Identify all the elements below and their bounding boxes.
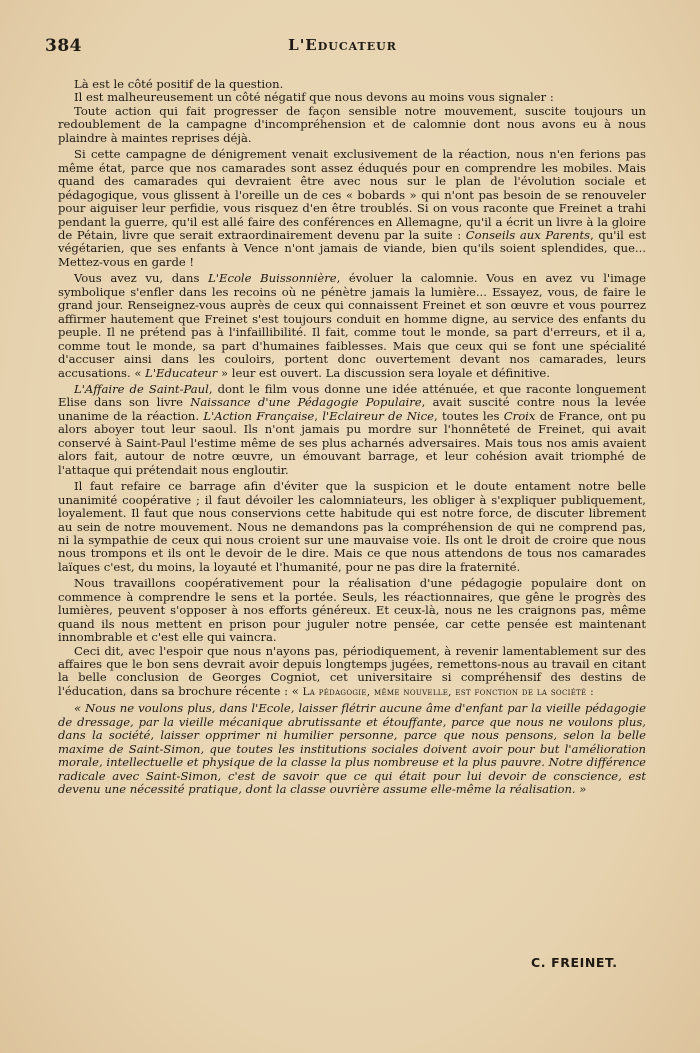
- article-body: [58, 78, 646, 797]
- paragraph-7: Il faut refaire ce barrage afin d'éviter que la suspicion et le doute entament notre belle unanimité coopérative ; il faut dévoiler les calomniateurs, les obliger à s'expliquer publiquement, loyalement. Il faut que nous conservions cette habitude qui est notre force, de discuter librement au sein de notre mouvement. Nous ne demandons pas la compréhension de qui ne comprend pas, ni la sympathie de ceux qui nous croient sur une mauvaise voie. Ils ont le droit de croire que nous nous trompons et ils ont le devoir de le dire. Mais ce que nous attendons de tous nos camarades laïques c'est, du moins, la loyauté et l'humanité, pour ne pas dire la fraternité.: [58, 479, 646, 574]
- paragraph-4-text: Si cette campagne de dénigrement venait exclusivement de la réaction, nous n'en ferions pas même état, parce que nos camarades sont assez éduqués pour en comprendre les mobiles. Mais quand des camarades qui devraient être avec nous sur le plan de l'évolution sociale et pédagogique, vous glissent à l'oreille un de ces « bobards » qui n'ont pas besoin de se renouveler pour aiguiser leur perfidie, vous risquez d'en être troublés. Si on vous raconte que Freinet a trahi pendant la guerre, qu'il est allé faire des conférences en Allemagne, qu'il a écrit un livre à la gloire de Pétain, livre que serait extraordinairement devenu par la suite :: [58, 147, 646, 242]
- paragraph-6: [58, 383, 646, 477]
- paragraph-5-text-end: » leur est ouvert. La discussion sera loyale et définitive.: [217, 365, 550, 380]
- quote-heading: La pédagogie, même nouvelle, est fonction de la société :: [302, 685, 594, 698]
- newspaper-croix: Croix: [503, 408, 536, 423]
- book-title-naissance: Naissance d'une Pédagogie Populaire: [190, 395, 422, 410]
- paragraph-9: [58, 645, 646, 700]
- affair-title: L'Affaire de Saint-Paul: [74, 381, 209, 396]
- paragraph-6-text-2: , avait suscité contre nous la levée unanime de la réaction.: [58, 395, 647, 423]
- paragraph-2: Il est malheureusement un côté négatif que nous devons au moins vous signaler :: [74, 90, 554, 105]
- newspaper-eclaireur: l'Eclaireur de Nice: [322, 408, 434, 423]
- paragraph-9-text: Ceci dit, avec l'espoir que nous n'ayons pas, périodiquement, à revenir lamentablement sur des affaires que le bon sens devrait avoir depuis longtemps jugées, remettons-nous au travail en citant la belle conclusion de Georges Cogniot, cet universitaire si compréhensif des destins de l'éducation, dans sa brochure récente : «: [58, 643, 646, 698]
- paragraph-5-text-mid: , évoluer la calomnie. Vous en avez vu l'image symbolique s'enfler dans les recoins où ne pénètre jamais la lumière... Essayez, vous, de faire le grand jour. Renseignez-vous auprès de ceux qui connaissent Freinet et son œuvre et vous pourrez affirmer hautement que Freinet s'est toujours conduit en homme digne, au service des enfants du peuple. Il ne prétend pas à l'infaillibilité. Il fait, comme tout le monde, sa part d'erreurs, et il a, comme tout le monde, sa part d'humaines faiblesses. Mais que ceux qui se font une spécialité d'accuser ainsi dans les couloirs, portent donc ouvertement devant nos camarades, leurs accusations. «: [58, 271, 646, 380]
- paragraph-6-comma: ,: [314, 408, 323, 423]
- book-title-conseils: Conseils aux Parents: [465, 227, 591, 242]
- author-signature: C. FREINET.: [531, 955, 618, 970]
- film-title: L'Ecole Buissonnière: [208, 271, 337, 286]
- paragraph-6-text: , dont le film vous donne une idée atténuée, et que raconte longuement Elise dans son livre: [58, 381, 646, 410]
- paragraph-5: [58, 272, 646, 380]
- journal-title: L'Educateur: [288, 36, 397, 54]
- paragraph-8: Nous travaillons coopérativement pour la réalisation d'une pédagogie populaire dont on commence à comprendre le sens et la portée. Seuls, les réactionnaires, que gêne le progrès des lumières, peuvent s'opposer à nos efforts généreux. Et ceux-là, nous ne les craignons pas, même quand ils nous mettent en prison pour juguler notre pensée, car cette pensée est maintenant innombrable et c'est elle qui vaincra.: [58, 576, 646, 645]
- paragraph-4-text-end: , qu'il est végétarien, que ses enfants à Vence n'ont jamais de viande, bien qu'ils soient splendides, que... Mettez-vous en garde !: [58, 227, 646, 269]
- newspaper-action-francaise: L'Action Française: [203, 408, 315, 423]
- paragraph-6-text-end: de France, ont pu alors aboyer tout leur saoul. Ils n'ont jamais pu mordre sur l'honnêteté de Freinet, qui avait conservé à Saint-Paul l'estime même de ses plus acharnés adversaires. Mais tous nos amis avaient alors fait, autour de notre œuvre, un émouvant barrage, et leur cohésion avait triomphé de l'attaque qui prétendait nous engloutir.: [58, 408, 647, 477]
- paragraph-1: Là est le côté positif de la question.: [74, 77, 284, 91]
- journal-name-inline: L'Educateur: [145, 365, 218, 380]
- page-header: [45, 36, 640, 56]
- closing-quote: « Nous ne voulons plus, dans l'Ecole, laisser flétrir aucune âme d'enfant par la vieille pédagogie de dressage, par la vieille mécanique abrutissante et étouffante, parce que nous ne voulons plus, dans la société, laisser opprimer ni humilier personne, parce que nous pensons, selon la belle maxime de Saint-Simon, que toutes les institutions sociales doivent avoir pour but l'amélioration morale, intellectuelle et physique de la classe la plus nombreuse et la plus pauvre. Notre différence radicale avec Saint-Simon, c'est de savoir que ce qui était pour lui devoir de conscience, est devenu une nécessité pratique, dont la classe ouvrière assume elle-même la réalisation. »: [58, 701, 646, 797]
- paragraph-5-text: Vous avez vu, dans: [74, 271, 209, 286]
- paragraph-6-text-3: , toutes les: [434, 408, 504, 423]
- page-number: 384: [45, 36, 82, 56]
- paragraph-3: Toute action qui fait progresser de façon sensible notre mouvement, suscite toujours un redoublement de la campagne d'incompréhension et de calomnie dont nous avons eu à nous plaindre à maintes reprises déjà.: [58, 103, 646, 145]
- paragraph-4: [58, 148, 646, 269]
